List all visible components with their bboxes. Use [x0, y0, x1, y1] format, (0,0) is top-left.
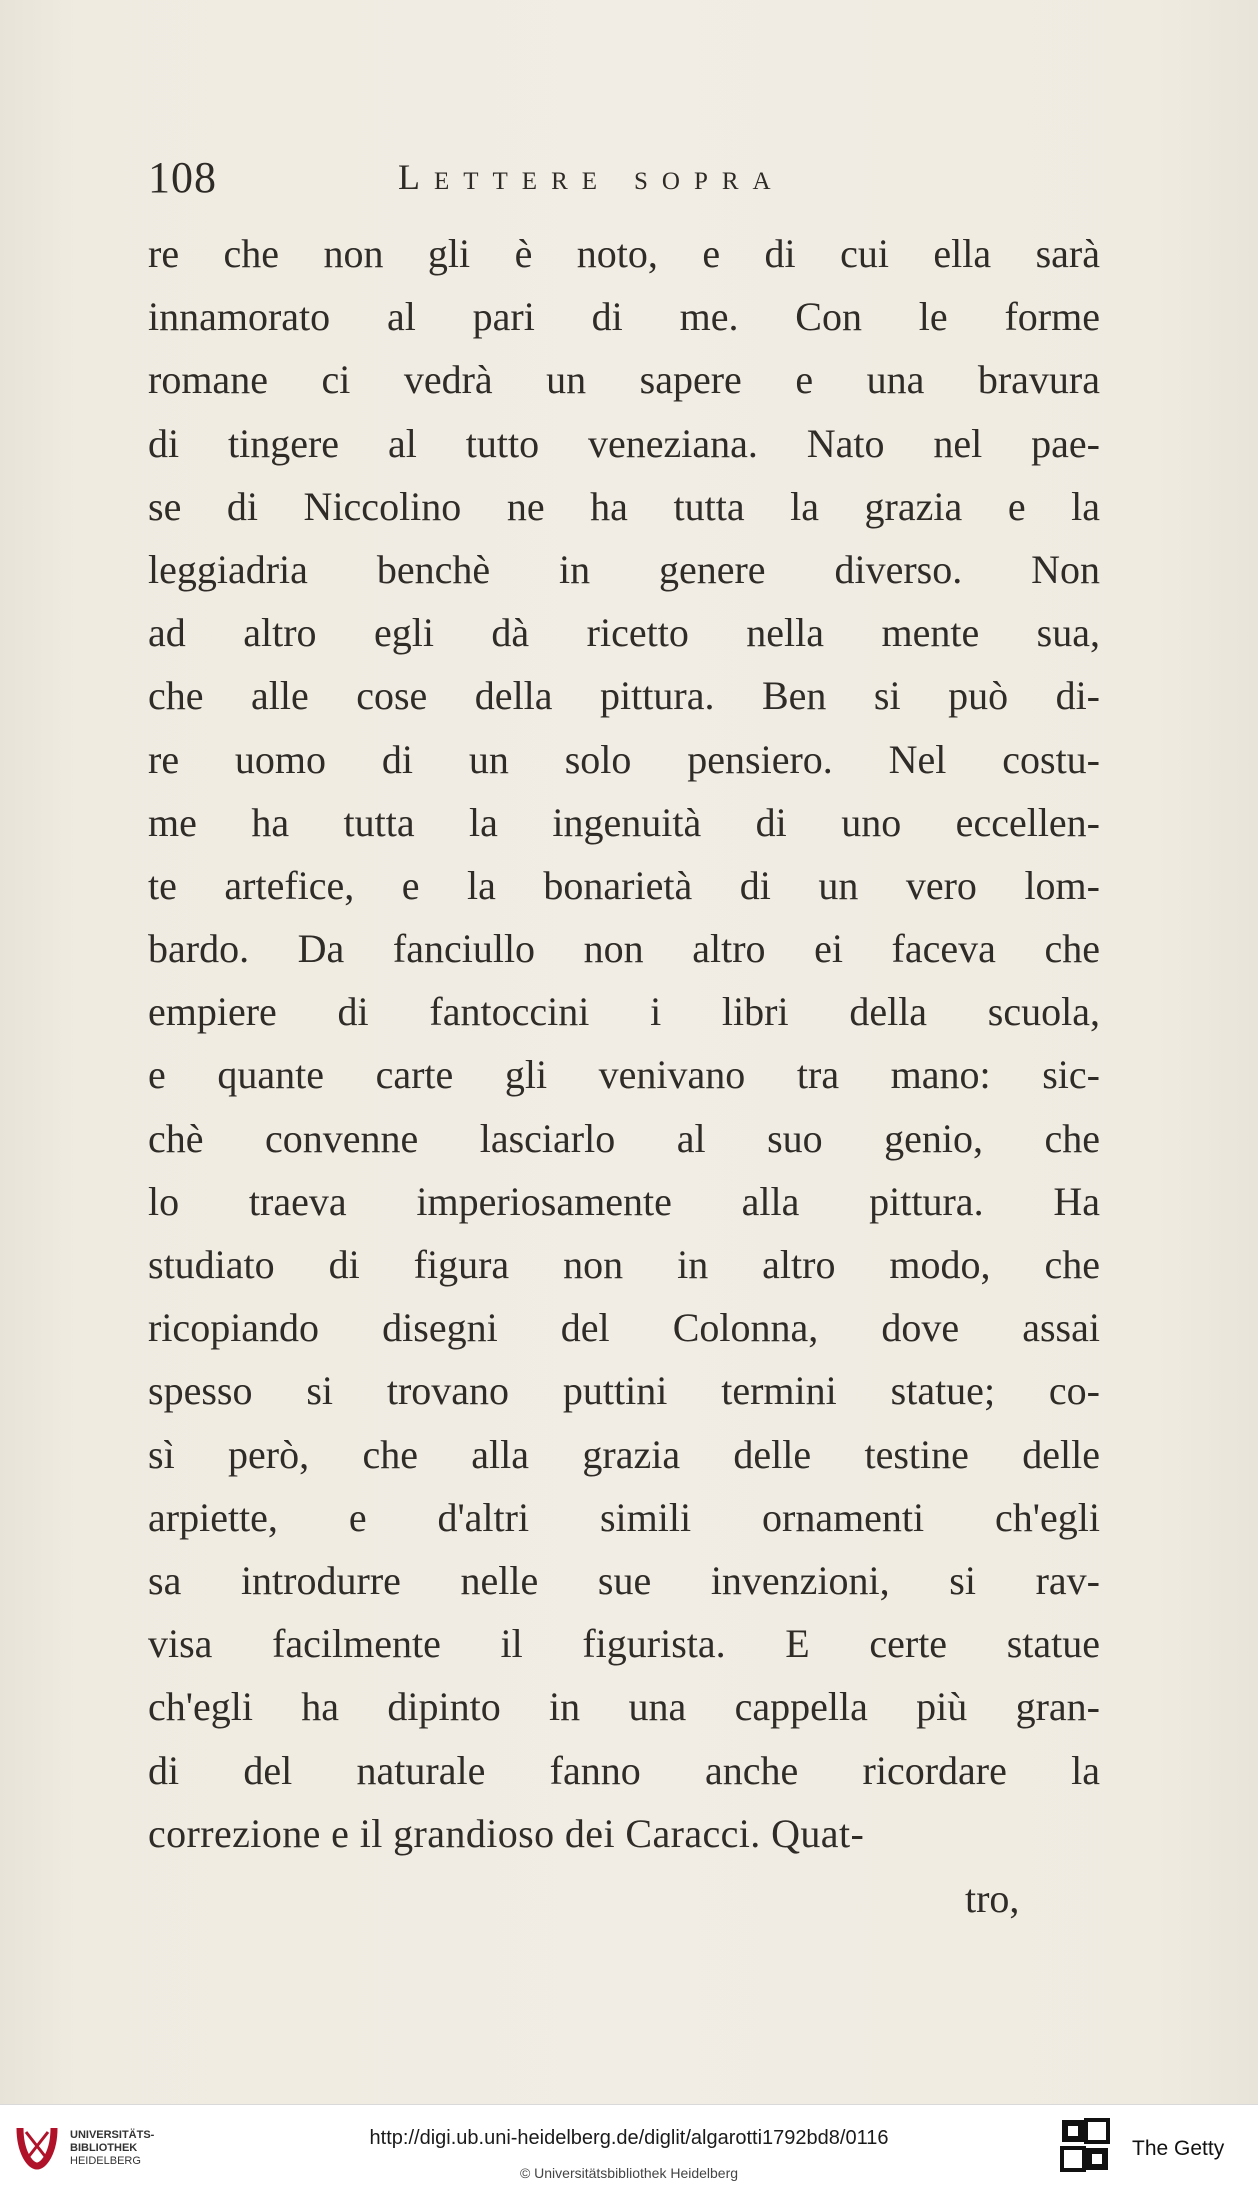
text-line: sì però, che alla grazia delle testine delle — [148, 1431, 1100, 1477]
text-line: se di Niccolino ne ha tutta la grazia e la — [148, 483, 1100, 529]
text-line: te artefice, e la bonarietà di un vero lom- — [148, 862, 1100, 908]
getty-label: The Getty — [1132, 2137, 1225, 2160]
text-line: che alle cose della pittura. Ben si può di- — [148, 673, 1100, 719]
library-name-line: HEIDELBERG — [70, 2155, 141, 2167]
library-name-line: BIBLIOTHEK — [70, 2142, 138, 2154]
text-line: sa introdurre nelle sue invenzioni, si rav- — [148, 1557, 1100, 1603]
text-line: e quante carte gli venivano tra mano: sic- — [148, 1052, 1100, 1098]
text-line: di del naturale fanno anche ricordare la — [148, 1747, 1100, 1793]
permalink-url[interactable]: http://digi.ub.uni-heidelberg.de/diglit/algarotti1792bd8/0116 — [369, 2127, 889, 2149]
page-number: 108 — [148, 153, 217, 202]
copyright-notice: © Universitätsbibliothek Heidelberg — [519, 2165, 739, 2181]
text-line: empiere di fantoccini i libri della scuola, — [148, 989, 1100, 1035]
text-line: romane ci vedrà un sapere e una bravura — [148, 357, 1100, 403]
library-name-line: UNIVERSITÄTS- — [70, 2129, 155, 2141]
text-line: ch'egli ha dipinto in una cappella più gran- — [148, 1684, 1100, 1730]
text-line: me ha tutta la ingenuità di uno eccellen- — [148, 799, 1100, 845]
page-header — [148, 152, 1108, 212]
text-line: re uomo di un solo pensiero. Nel costu- — [148, 736, 1100, 782]
text-line: ad altro egli dà ricetto nella mente sua, — [148, 610, 1100, 656]
text-line: lo traeva imperiosamente alla pittura. Ha — [148, 1178, 1100, 1224]
running-head: Lettere sopra — [398, 157, 785, 197]
text-line: ricopiando disegni del Colonna, dove assai — [148, 1305, 1100, 1351]
text-line: arpiette, e d'altri simili ornamenti ch'egli — [148, 1494, 1100, 1540]
text-line: bardo. Da fanciullo non altro ei faceva che — [148, 926, 1100, 972]
text-line: innamorato al pari di me. Con le forme — [148, 294, 1100, 340]
text-line: leggiadria benchè in genere diverso. Non — [148, 546, 1100, 592]
text-line: visa facilmente il figurista. E certe statue — [148, 1621, 1100, 1667]
text-line: studiato di figura non in altro modo, che — [148, 1242, 1100, 1287]
catchword: tro, — [965, 1876, 1020, 1921]
getty-logo-icon — [1060, 2118, 1110, 2180]
text-line: di tingere al tutto veneziana. Nato nel pae- — [148, 420, 1100, 466]
text-line: spesso si trovano puttini termini statue; co- — [148, 1368, 1100, 1414]
text-line: chè convenne lasciarlo al suo genio, che — [148, 1115, 1100, 1161]
footer-bar — [0, 2104, 1258, 2194]
text-line: re che non gli è noto, e di cui ella sarà — [148, 231, 1100, 276]
text-line: correzione e il grandioso dei Caracci. Quat- — [148, 1810, 865, 1856]
body-text — [148, 222, 1100, 1865]
